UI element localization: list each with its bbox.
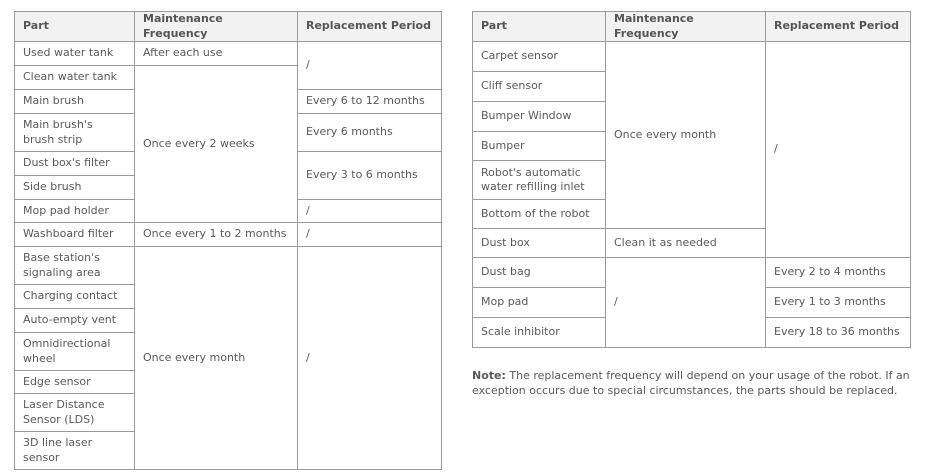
header-replacement-period: Replacement Period (298, 12, 442, 42)
part-cell: Edge sensor (15, 371, 135, 394)
part-cell: Base station's signaling area (15, 247, 135, 285)
frequency-cell: Once every month (135, 247, 298, 470)
note-paragraph (472, 368, 912, 398)
part-cell: Charging contact (15, 285, 135, 309)
frequency-cell: / (606, 258, 766, 348)
part-cell: Scale inhibitor (473, 318, 606, 348)
replacement-cell: Every 3 to 6 months (298, 152, 442, 200)
frequency-cell: Once every 1 to 2 months (135, 223, 298, 247)
note-text: The replacement frequency will depend on your usage of the robot. If an exception occurs due to special circumstances, the parts should be replaced. (472, 369, 910, 397)
header-maintenance-frequency: Maintenance Frequency (606, 12, 766, 42)
part-cell: Bottom of the robot (473, 200, 606, 229)
frequency-cell: Once every 2 weeks (135, 66, 298, 223)
part-cell: Dust bag (473, 258, 606, 288)
replacement-cell: Every 2 to 4 months (766, 258, 911, 288)
part-cell: Used water tank (15, 42, 135, 66)
part-cell: Mop pad (473, 288, 606, 318)
replacement-cell: Every 6 months (298, 114, 442, 152)
part-cell: Side brush (15, 176, 135, 200)
part-cell: Dust box's filter (15, 152, 135, 176)
header-part: Part (15, 12, 135, 42)
part-cell: Robot's automatic water refilling inlet (473, 161, 606, 200)
part-cell: Bumper Window (473, 102, 606, 132)
replacement-cell: / (298, 223, 442, 247)
part-cell: 3D line laser sensor (15, 432, 135, 470)
header-part: Part (473, 12, 606, 42)
frequency-cell: Once every month (606, 42, 766, 229)
replacement-cell: / (766, 42, 911, 258)
header-replacement-period: Replacement Period (766, 12, 911, 42)
part-cell: Omnidirectional wheel (15, 333, 135, 371)
maintenance-table-2 (472, 11, 911, 348)
part-cell: Mop pad holder (15, 200, 135, 223)
replacement-cell: Every 1 to 3 months (766, 288, 911, 318)
frequency-cell: After each use (135, 42, 298, 66)
part-cell: Main brush (15, 90, 135, 114)
replacement-cell: / (298, 247, 442, 470)
note-label: Note: (472, 369, 506, 382)
part-cell: Dust box (473, 229, 606, 258)
part-cell: Carpet sensor (473, 42, 606, 72)
part-cell: Cliff sensor (473, 72, 606, 102)
part-cell: Main brush's brush strip (15, 114, 135, 152)
maintenance-table-1 (14, 11, 442, 470)
part-cell: Washboard filter (15, 223, 135, 247)
replacement-cell: / (298, 200, 442, 223)
frequency-cell: Clean it as needed (606, 229, 766, 258)
replacement-cell: / (298, 42, 442, 90)
part-cell: Laser Distance Sensor (LDS) (15, 394, 135, 432)
part-cell: Clean water tank (15, 66, 135, 90)
replacement-cell: Every 18 to 36 months (766, 318, 911, 348)
header-maintenance-frequency: Maintenance Frequency (135, 12, 298, 42)
replacement-cell: Every 6 to 12 months (298, 90, 442, 114)
part-cell: Auto-empty vent (15, 309, 135, 333)
part-cell: Bumper (473, 132, 606, 161)
